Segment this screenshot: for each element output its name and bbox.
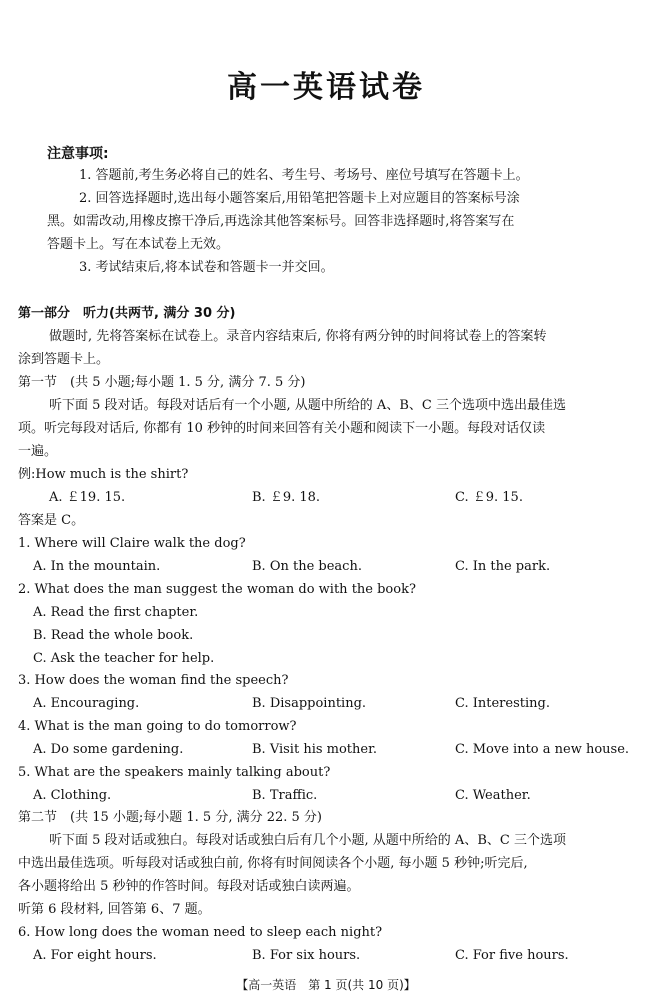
part1-heading: 第一部分 听力(共两节, 满分 30 分) (18, 306, 236, 321)
part1-intro-line: 涂到答题卡上。 (18, 352, 110, 367)
q4-option-b: B. Visit his mother. (252, 742, 378, 757)
section2-intro-line: 各小题将给出 5 秒钟的作答时间。每段对话或独白读两遍。 (18, 879, 360, 894)
question-3: 3. How does the woman find the speech? (18, 673, 289, 688)
q1-option-b: B. On the beach. (252, 559, 362, 574)
example-option-c: C. ￡9. 15. (455, 490, 523, 505)
section1-intro-line: 听下面 5 段对话。每段对话后有一个小题, 从题中所给的 A、B、C 三个选项中选出最佳选 (49, 398, 566, 413)
q2-option-a: A. Read the first chapter. (33, 605, 199, 620)
part1-intro-line: 做题时, 先将答案标在试卷上。录音内容结束后, 你将有两分钟的时间将试卷上的答案转 (49, 329, 547, 344)
question-5: 5. What are the speakers mainly talking about? (18, 765, 331, 780)
page-footer: 【高一英语 第 1 页(共 10 页)】 (236, 978, 416, 992)
question-2: 2. What does the man suggest the woman do with the book? (18, 582, 416, 597)
section2-intro-line: 听下面 5 段对话或独白。每段对话或独白后有几个小题, 从题中所给的 A、B、C 三个选项 (49, 833, 566, 848)
q5-option-b: B. Traffic. (252, 788, 318, 803)
section2-intro-line: 中选出最佳选项。听每段对话或独白前, 你将有时间阅读各个小题, 每小题 5 秒钟;听完后, (18, 856, 528, 871)
section1-intro-line: 项。听完每段对话后, 你都有 10 秒钟的时间来回答有关小题和阅读下一小题。每段对话仅读 (18, 421, 546, 436)
notice-line: 黑。如需改动,用橡皮擦干净后,再选涂其他答案标号。回答非选择题时,将答案写在 (47, 214, 515, 229)
example-option-a: A. ￡19. 15. (49, 490, 126, 505)
q1-option-a: A. In the mountain. (33, 559, 161, 574)
question-1: 1. Where will Claire walk the dog? (18, 536, 246, 551)
q6-option-b: B. For six hours. (252, 948, 361, 963)
example-option-b: B. ￡9. 18. (252, 490, 321, 505)
q3-option-c: C. Interesting. (455, 696, 550, 711)
notice-line: 答题卡上。写在本试卷上无效。 (47, 237, 230, 252)
q1-option-c: C. In the park. (455, 559, 551, 574)
question-6: 6. How long does the woman need to sleep each night? (18, 925, 383, 940)
section1-heading: 第一节 (共 5 小题;每小题 1. 5 分, 满分 7. 5 分) (18, 375, 306, 390)
example-question: 例:How much is the shirt? (18, 467, 189, 482)
q4-option-c: C. Move into a new house. (455, 742, 630, 757)
q2-option-c: C. Ask the teacher for help. (33, 651, 215, 666)
page-title: 高一英语试卷 (227, 70, 425, 105)
q5-option-a: A. Clothing. (33, 788, 112, 803)
section2-heading: 第二节 (共 15 小题;每小题 1. 5 分, 满分 22. 5 分) (18, 810, 323, 825)
q2-option-b: B. Read the whole book. (33, 628, 194, 643)
q5-option-c: C. Weather. (455, 788, 531, 803)
example-answer: 答案是 C。 (18, 513, 85, 528)
notice-line: 3. 考试结束后,将本试卷和答题卡一并交回。 (79, 260, 334, 275)
notice-line: 1. 答题前,考生务必将自己的姓名、考生号、考场号、座位号填写在答题卡上。 (79, 168, 529, 183)
section1-intro-line: 一遍。 (18, 444, 58, 459)
q4-option-a: A. Do some gardening. (33, 742, 184, 757)
q6-option-c: C. For five hours. (455, 948, 569, 963)
notice-heading: 注意事项: (47, 146, 109, 162)
question-4: 4. What is the man going to do tomorrow? (18, 719, 297, 734)
q6-option-a: A. For eight hours. (33, 948, 157, 963)
material-note: 听第 6 段材料, 回答第 6、7 题。 (18, 902, 211, 917)
q3-option-b: B. Disappointing. (252, 696, 367, 711)
q3-option-a: A. Encouraging. (33, 696, 140, 711)
notice-line: 2. 回答选择题时,选出每小题答案后,用铅笔把答题卡上对应题目的答案标号涂 (79, 191, 520, 206)
